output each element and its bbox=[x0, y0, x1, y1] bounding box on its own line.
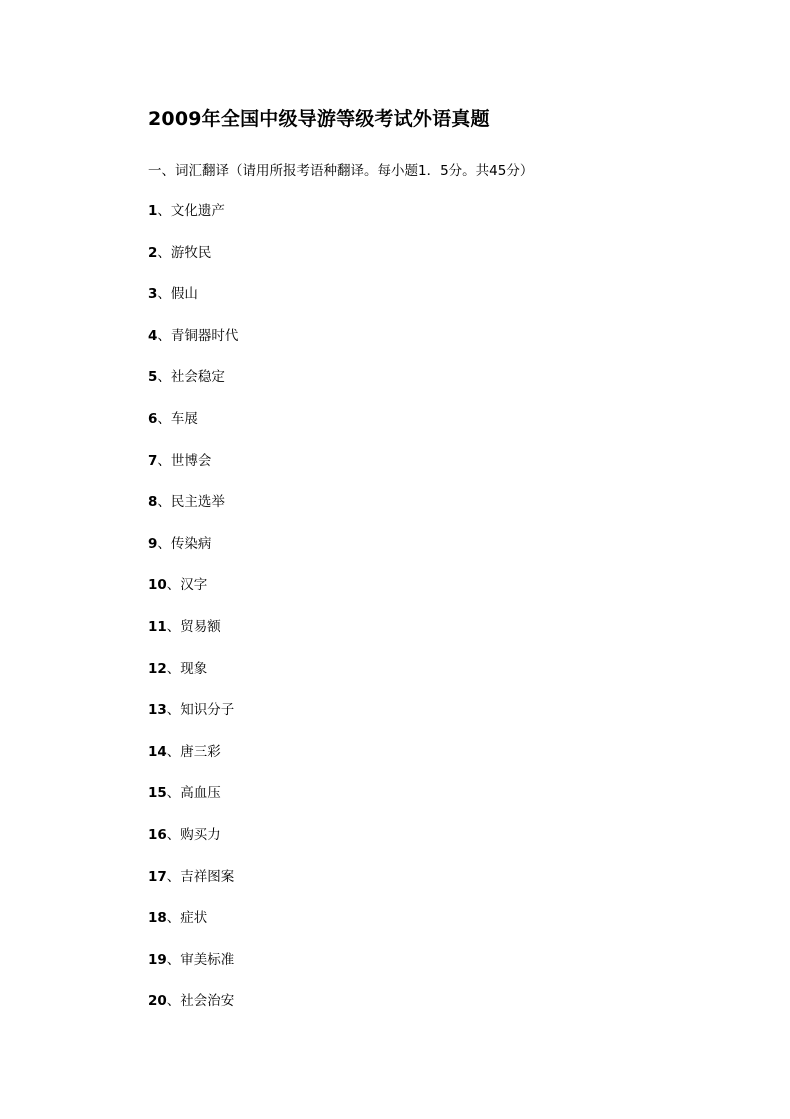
item-term: 、现象 bbox=[166, 660, 208, 677]
item-number: 18 bbox=[148, 910, 167, 927]
item-term: 、知识分子 bbox=[166, 702, 235, 719]
list-item bbox=[148, 908, 238, 950]
list-item bbox=[148, 825, 238, 867]
list-item bbox=[148, 742, 238, 784]
list-item bbox=[148, 243, 238, 285]
item-number: 14 bbox=[148, 743, 167, 760]
list-item bbox=[148, 659, 238, 701]
item-term: 、贸易额 bbox=[166, 618, 221, 635]
vocabulary-list bbox=[148, 201, 238, 1033]
item-number: 10 bbox=[148, 577, 167, 594]
item-term: 、汉字 bbox=[166, 577, 208, 594]
item-term: 、车展 bbox=[157, 410, 198, 427]
item-term: 、唐三彩 bbox=[166, 743, 221, 760]
item-term: 、购买力 bbox=[166, 826, 221, 843]
list-item bbox=[148, 867, 238, 909]
item-number: 9 bbox=[148, 535, 158, 552]
list-item bbox=[148, 367, 238, 409]
list-item bbox=[148, 326, 238, 368]
item-term: 、游牧民 bbox=[157, 244, 212, 261]
list-item bbox=[148, 284, 238, 326]
item-number: 6 bbox=[148, 410, 158, 427]
list-item bbox=[148, 783, 238, 825]
list-item bbox=[148, 201, 238, 243]
item-number: 17 bbox=[148, 868, 167, 885]
item-term: 、社会治安 bbox=[166, 993, 235, 1010]
item-term: 、传染病 bbox=[157, 535, 212, 552]
list-item bbox=[148, 575, 238, 617]
item-number: 8 bbox=[148, 494, 158, 511]
item-number: 3 bbox=[148, 286, 158, 303]
item-term: 、高血压 bbox=[166, 785, 221, 802]
item-number: 5 bbox=[148, 369, 158, 386]
section-heading: 一、词汇翻译（请用所报考语种翻译。每小题1．5分。共45分） bbox=[148, 163, 534, 179]
list-item bbox=[148, 409, 238, 451]
item-number: 15 bbox=[148, 785, 167, 802]
list-item bbox=[148, 991, 238, 1033]
item-number: 13 bbox=[148, 702, 167, 719]
item-number: 11 bbox=[148, 618, 167, 635]
item-term: 、症状 bbox=[166, 910, 208, 927]
item-number: 19 bbox=[148, 951, 167, 968]
item-number: 4 bbox=[148, 327, 158, 344]
item-term: 、社会稳定 bbox=[157, 369, 225, 386]
list-item bbox=[148, 492, 238, 534]
item-term: 、审美标准 bbox=[166, 951, 235, 968]
list-item bbox=[148, 617, 238, 659]
list-item bbox=[148, 950, 238, 992]
list-item bbox=[148, 700, 238, 742]
list-item bbox=[148, 534, 238, 576]
item-term: 、假山 bbox=[157, 286, 198, 303]
item-term: 、世博会 bbox=[157, 452, 212, 469]
item-term: 、吉祥图案 bbox=[166, 868, 235, 885]
item-term: 、青铜器时代 bbox=[157, 327, 239, 344]
item-number: 7 bbox=[148, 452, 158, 469]
item-number: 1 bbox=[148, 203, 158, 219]
item-number: 16 bbox=[148, 826, 167, 843]
item-number: 12 bbox=[148, 660, 167, 677]
item-term: 、民主选举 bbox=[157, 494, 225, 511]
page-title: 2009年全国中级导游等级考试外语真题 bbox=[148, 108, 490, 130]
list-item bbox=[148, 451, 238, 493]
item-number: 20 bbox=[148, 993, 167, 1010]
item-number: 2 bbox=[148, 244, 158, 261]
item-term: 、文化遗产 bbox=[157, 203, 225, 219]
